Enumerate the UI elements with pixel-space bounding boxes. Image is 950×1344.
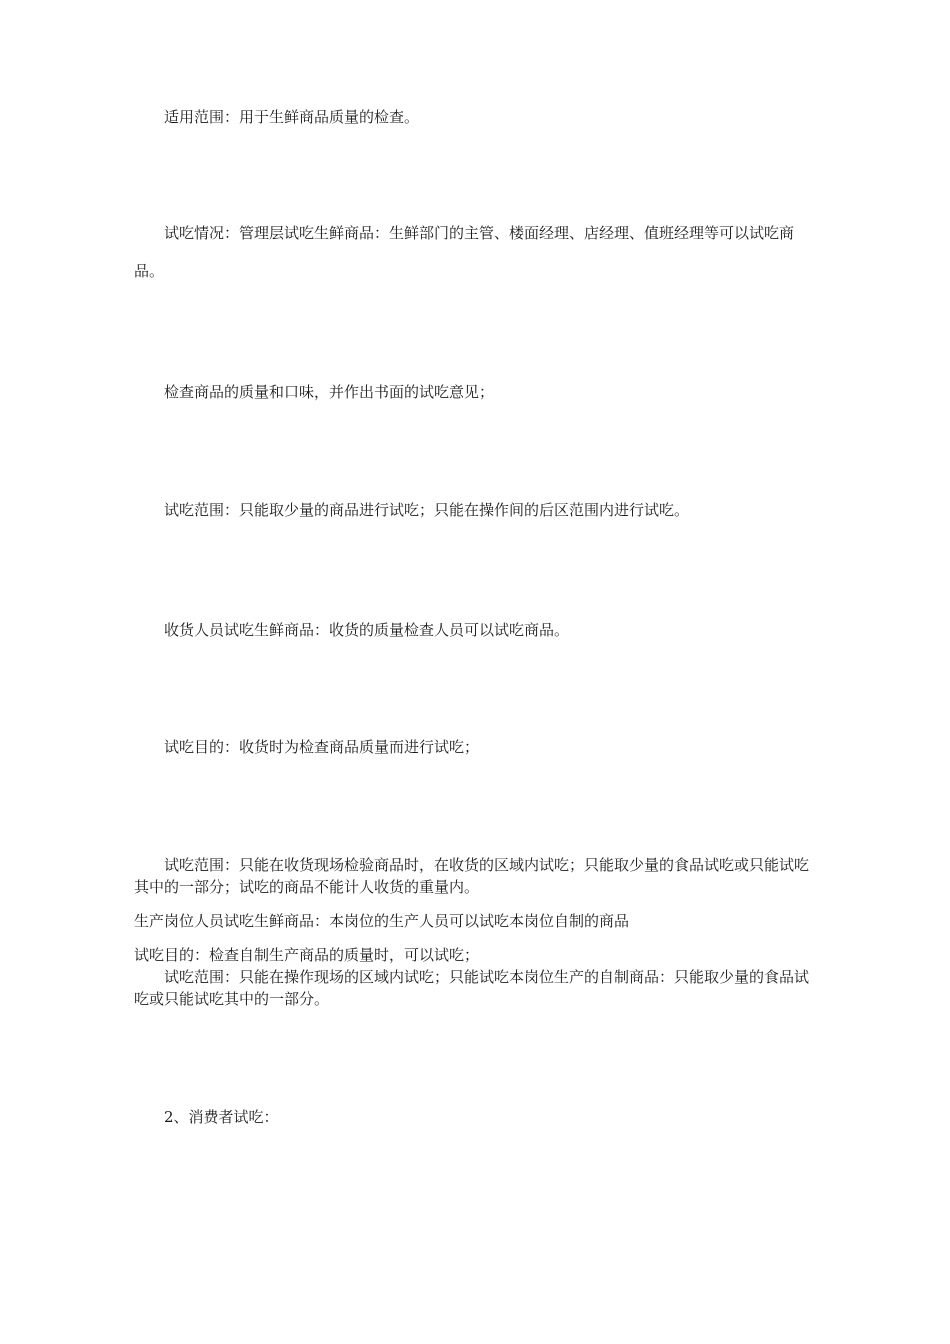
paragraph-tasting-situation: 试吃情况：管理层试吃生鲜商品：生鲜部门的主管、楼面经理、店经理、值班经理等可以试吃商品。 bbox=[134, 224, 795, 280]
paragraph-receiving-staff: 收货人员试吃生鲜商品：收货的质量检查人员可以试吃商品。 bbox=[164, 621, 570, 639]
paragraph-scope: 适用范围：用于生鲜商品质量的检查。 bbox=[164, 108, 420, 126]
paragraph-tasting-range-management: 试吃范围：只能取少量的商品进行试吃；只能在操作间的后区范围内进行试吃。 bbox=[164, 501, 690, 519]
paragraph-production-purpose: 试吃目的：检查自制生产商品的质量时，可以试吃； bbox=[134, 946, 480, 964]
paragraph-production-range: 试吃范围：只能在操作现场的区域内试吃；只能试吃本岗位生产的自制商品：只能取少量的食品试吃或只能试吃其中的一部分。 bbox=[134, 968, 810, 1008]
paragraph-receiving-purpose: 试吃目的：收货时为检查商品质量而进行试吃； bbox=[164, 738, 480, 756]
paragraph-consumer-tasting-heading: 2、消费者试吃： bbox=[164, 1108, 279, 1126]
paragraph-check-quality: 检查商品的质量和口味，并作出书面的试吃意见； bbox=[164, 383, 495, 401]
paragraph-receiving-range: 试吃范围：只能在收货现场检验商品时，在收货的区域内试吃；只能取少量的食品试吃或只能试吃其中的一部分；试吃的商品不能计人收货的重量内。 bbox=[134, 856, 810, 896]
paragraph-production-staff: 生产岗位人员试吃生鲜商品：本岗位的生产人员可以试吃本岗位自制的商品 bbox=[134, 912, 630, 930]
